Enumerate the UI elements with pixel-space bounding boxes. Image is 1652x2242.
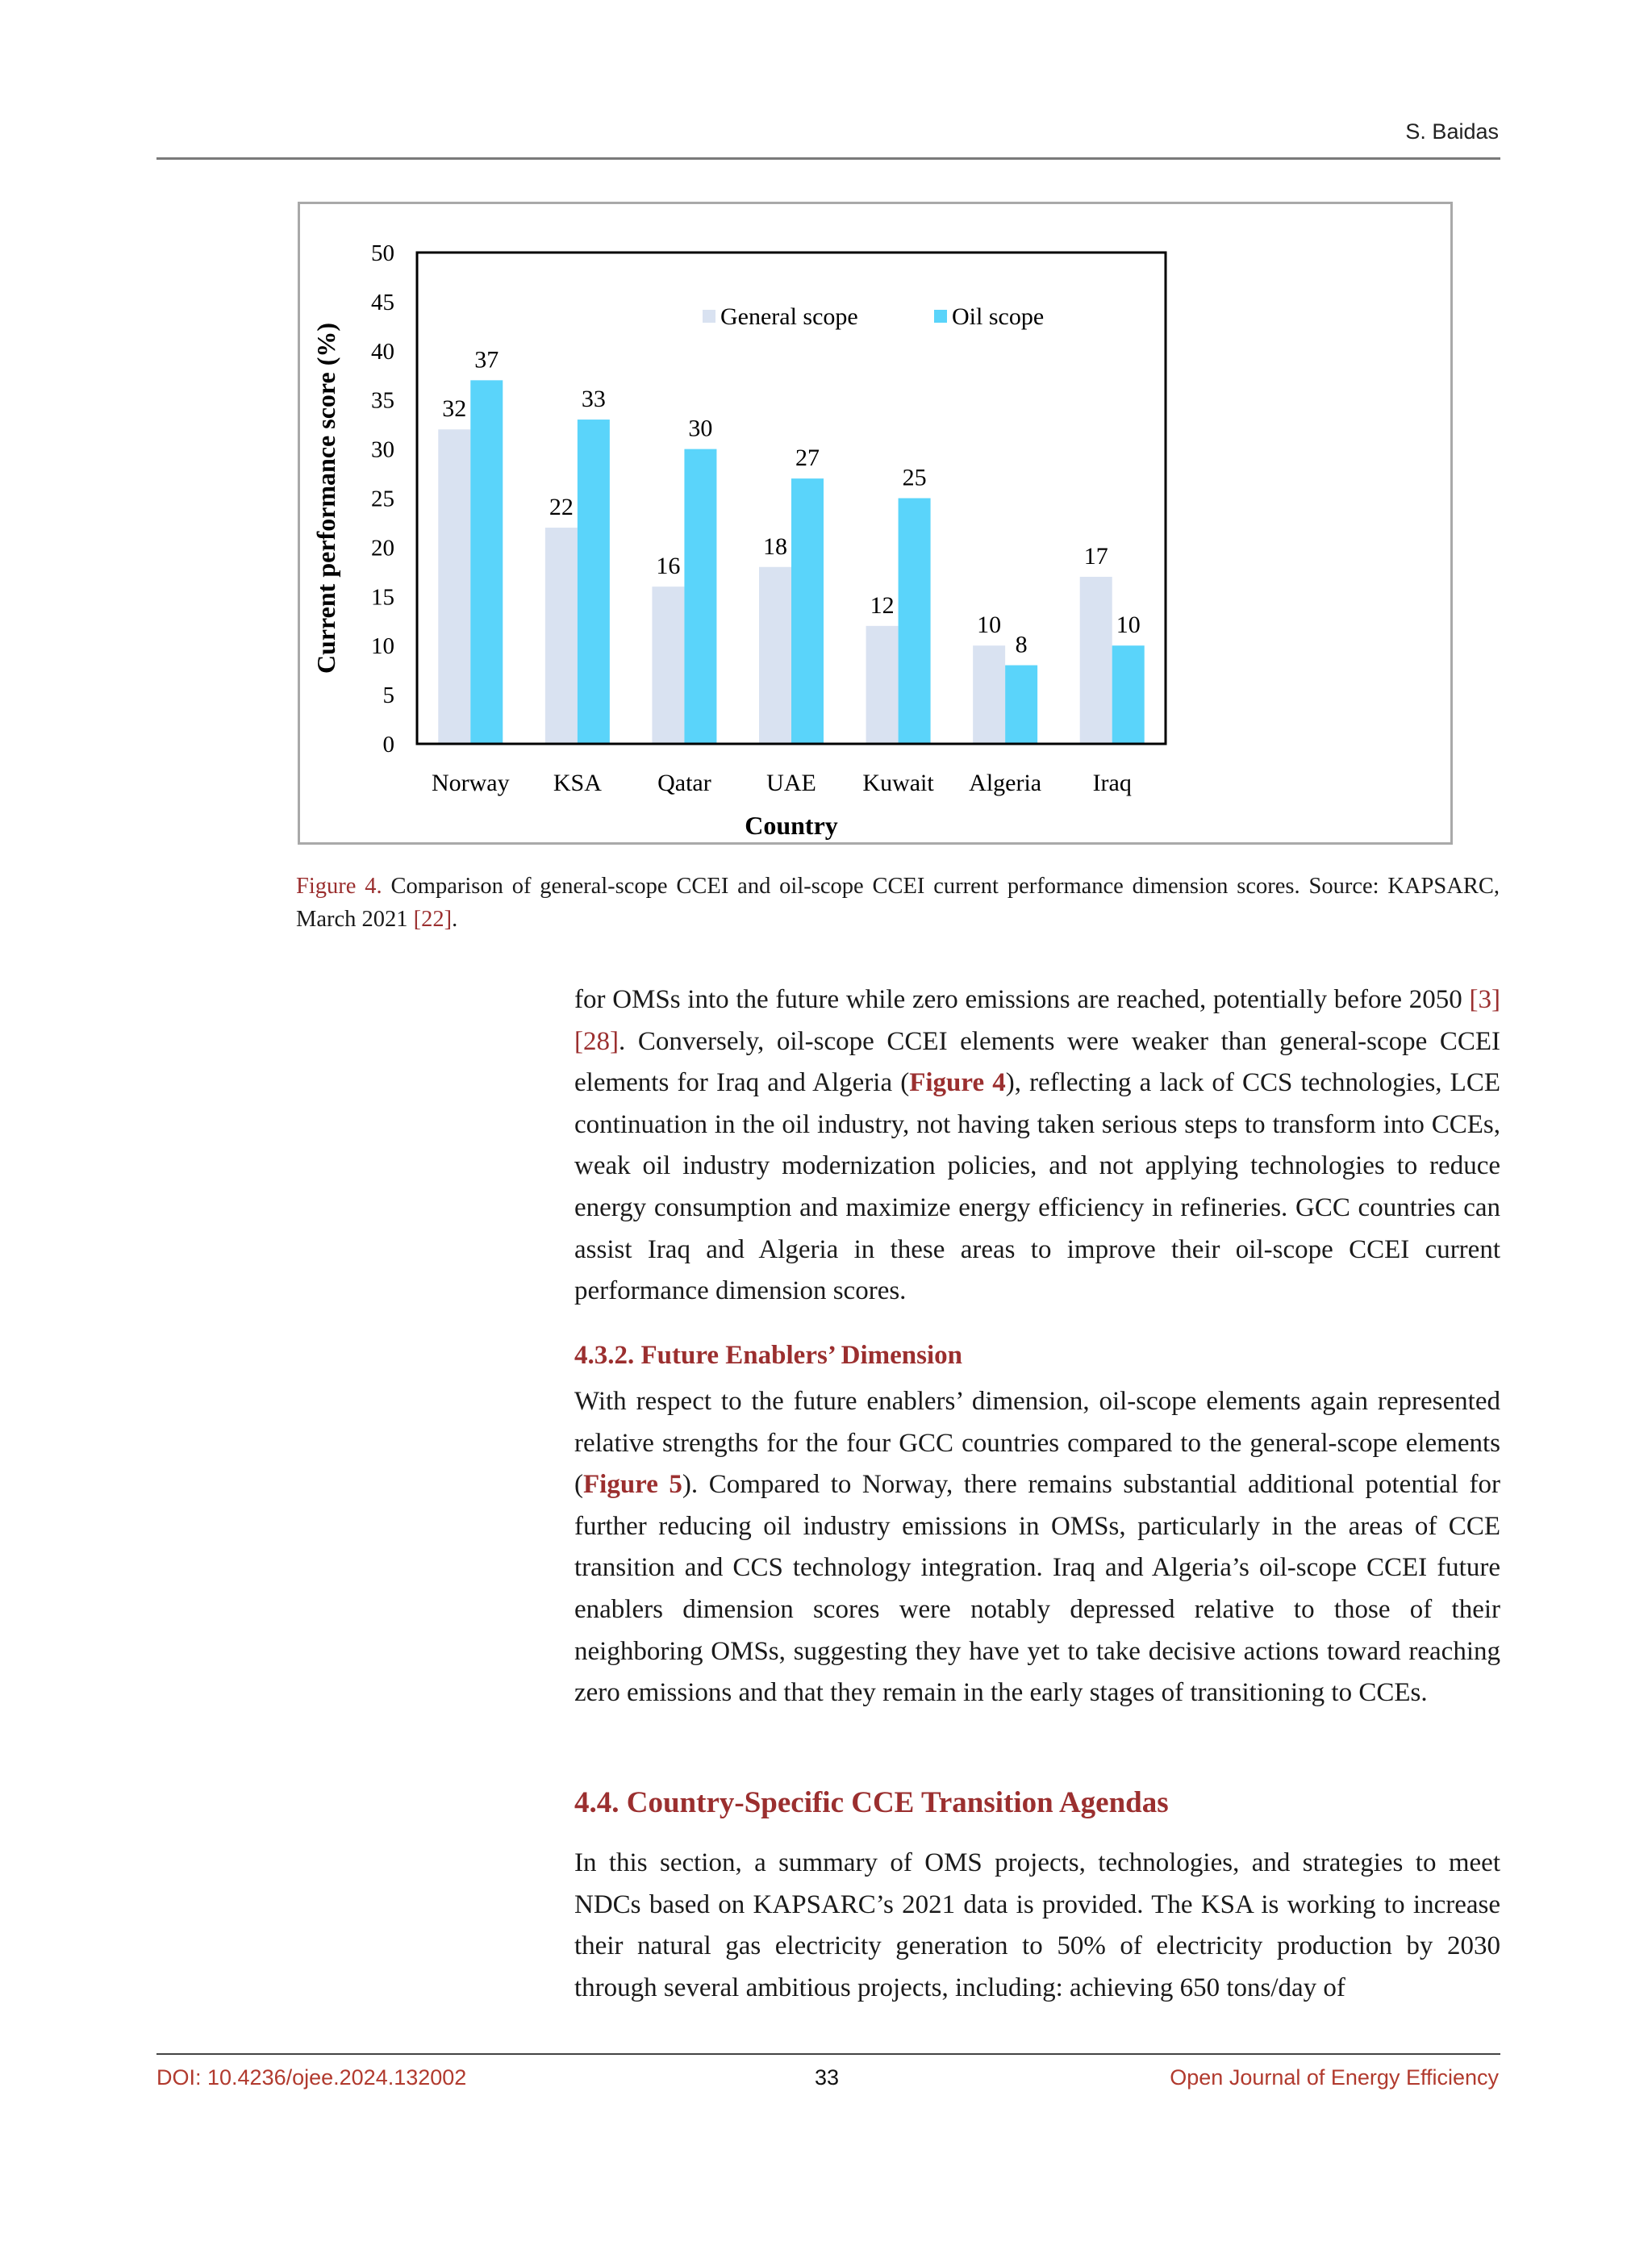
section-heading: 4.4. Country-Specific CCE Transition Agendas [574,1786,1169,1819]
legend-swatch [934,310,947,323]
paragraph-text: . Conversely, oil-scope CCEI elements were weaker than general-scope CCEI elements for Iraq and Algeria ( [574,1026,1500,1098]
x-tick-label: KSA [553,770,602,796]
legend-swatch [703,310,715,323]
y-tick-label: 30 [371,436,394,463]
x-tick-label: Qatar [657,770,711,796]
body-paragraph-1 [574,979,1500,1313]
y-tick-label: 50 [371,240,394,266]
legend-entry: General scope [720,303,858,330]
bar-oil [684,449,716,744]
data-label: 8 [1015,631,1028,658]
y-tick-label: 5 [382,683,394,709]
y-tick-label: 25 [371,486,394,512]
x-tick-label: Norway [431,770,510,796]
subsection-heading: 4.3.2. Future Enablers’ Dimension [574,1341,962,1370]
figure-link[interactable]: Figure 5 [583,1470,682,1500]
y-tick-label: 20 [371,535,394,562]
bar-oil [578,420,610,744]
data-label: 16 [656,553,681,580]
figure-label: Figure 4. [296,874,382,899]
bar-oil [899,499,931,745]
bar-oil [791,478,824,744]
x-tick-label: Iraq [1092,770,1132,796]
bar-general [438,429,470,744]
body-paragraph-3 [574,1843,1500,2009]
bar-oil [1112,645,1145,744]
bar-general [759,567,791,744]
y-tick-label: 10 [371,633,394,660]
bar-general [652,587,684,744]
paragraph-text: In this section, a summary of OMS projects, technologies, and strategies to meet NDCs based on KAPSARC’s 2021 data is provided. The KSA is working to increase their natural gas electricity generation to 50% of electricity production by 2030 through several ambitious projects, including: achieving 650 tons/day of [574,1848,1500,2002]
x-axis-label: Country [745,811,838,840]
data-label: 17 [1083,542,1108,570]
bar-general [973,645,1005,744]
citation-link[interactable]: [28] [574,1026,619,1056]
data-label: 10 [1116,612,1141,639]
paragraph-text: ). Compared to Norway, there remains substantial additional potential for further reducing oil industry emissions in OMSs, particularly in the areas of CCE transition and CCS technology integration. Iraq and Algeria’s oil-scope CCEI future enablers dimension scores were notably depressed relative to those of their neighboring OMSs, suggesting they have yet to take decisive actions toward reaching zero emissions and that they remain in the early stages of transitioning to CCEs. [574,1470,1500,1708]
bar-chart [298,202,1453,845]
y-tick-label: 15 [371,584,394,611]
data-label: 27 [795,445,820,472]
bar-oil [1005,666,1037,744]
legend-entry: Oil scope [952,303,1045,330]
caption-text-end: . [452,907,458,932]
paragraph-text: With respect to the future enablers’ dimension, oil-scope elements again represented relative strengths for the four GCC countries compared to the general-scope elements ( [574,1387,1500,1500]
paragraph-text: ), reflecting a lack of CCS technologies, LCE continuation in the oil industry, not having taken serious steps to transform into CCEs, weak oil industry modernization policies, and not applying technologies to reduce energy consumption and maximize energy efficiency in refineries. GCC countries can assist Iraq and Algeria in these areas to improve their oil-scope CCEI current performance dimension scores. [574,1068,1500,1306]
x-tick-label: UAE [766,770,816,796]
figure-link[interactable]: Figure 4 [909,1068,1006,1098]
paragraph-text: for OMSs into the future while zero emissions are reached, potentially before 2050 [574,985,1470,1014]
data-label: 30 [688,415,713,442]
bar-oil [470,380,503,744]
data-label: 10 [977,612,1002,639]
y-tick-label: 45 [371,289,394,315]
y-tick-label: 40 [371,338,394,365]
header-rule [156,157,1500,160]
data-label: 18 [763,532,787,560]
bar-general [545,528,578,744]
footer-doi[interactable]: DOI: 10.4236/ojee.2024.132002 [156,2065,467,2090]
y-axis-label: Current performance score (%) [311,322,340,674]
citation-link[interactable]: [3] [1469,985,1500,1014]
footer-journal[interactable]: Open Journal of Energy Efficiency [1170,2065,1499,2090]
body-paragraph-2 [574,1381,1500,1714]
page-number: 33 [815,2065,840,2090]
y-tick-label: 0 [382,732,394,758]
caption-text: Comparison of general-scope CCEI and oil-scope CCEI current performance dimension scores. Source: KAPSARC, March 2021 [296,874,1500,932]
data-label: 22 [549,494,574,521]
data-label: 12 [870,591,895,619]
header-author: S. Baidas [1405,119,1499,144]
data-label: 37 [474,346,499,374]
bar-general [866,626,899,744]
citation-link[interactable]: [22] [413,907,453,932]
x-tick-label: Kuwait [862,770,934,796]
bar-general [1080,577,1112,744]
footer-rule [156,2053,1500,2055]
y-tick-label: 35 [371,387,394,414]
data-label: 25 [902,464,927,491]
data-label: 33 [581,386,606,413]
x-tick-label: Algeria [969,770,1042,796]
data-label: 32 [442,395,467,423]
figure-caption [296,870,1500,936]
